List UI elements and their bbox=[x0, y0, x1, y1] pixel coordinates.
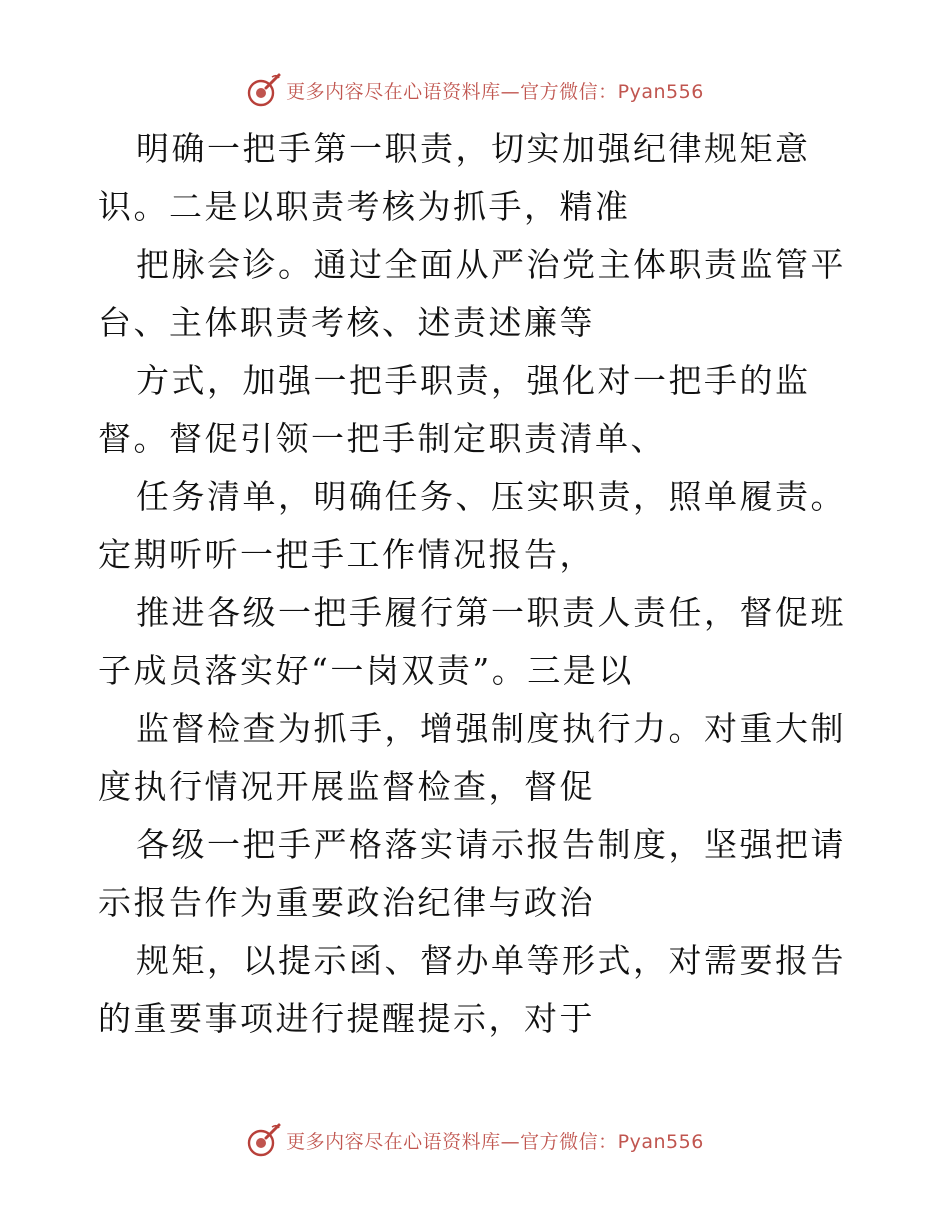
cherry-pen-logo-icon bbox=[246, 72, 282, 108]
paragraph-3: 方式，加强一把手职责，强化对一把手的监督。督促引领一把手制定职责清单、 bbox=[98, 361, 811, 458]
paragraph-7: 各级一把手严格落实请示报告制度，坚强把请示报告作为重要政治纪律与政治 bbox=[98, 825, 846, 922]
paragraph-1: 明确一把手第一职责，切实加强纪律规矩意识。二是以职责考核为抓手，精准 bbox=[98, 129, 811, 226]
paragraph-5: 推进各级一把手履行第一职责人责任，督促班子成员落实好“一岗双责”。三是以 bbox=[98, 593, 846, 690]
paragraph-6: 监督检查为抓手，增强制度执行力。对重大制度执行情况开展监督检查，督促 bbox=[98, 709, 846, 806]
paragraph-4: 任务清单，明确任务、压实职责，照单履责。定期听听一把手工作情况报告， bbox=[98, 477, 846, 574]
footer-watermark bbox=[0, 1120, 950, 1160]
paragraph-8: 规矩，以提示函、督办单等形式，对需要报告的重要事项进行提醒提示，对于 bbox=[98, 941, 846, 1038]
document-body bbox=[98, 120, 858, 1048]
footer-watermark-text: 更多内容尽在心语资料库—官方微信：Pyan556 bbox=[286, 1130, 704, 1153]
cherry-pen-logo-icon bbox=[246, 1122, 282, 1158]
paragraph-2: 把脉会诊。通过全面从严治党主体职责监管平台、主体职责考核、述责述廉等 bbox=[98, 245, 846, 342]
header-watermark bbox=[0, 70, 950, 110]
header-watermark-text: 更多内容尽在心语资料库—官方微信：Pyan556 bbox=[286, 80, 704, 103]
